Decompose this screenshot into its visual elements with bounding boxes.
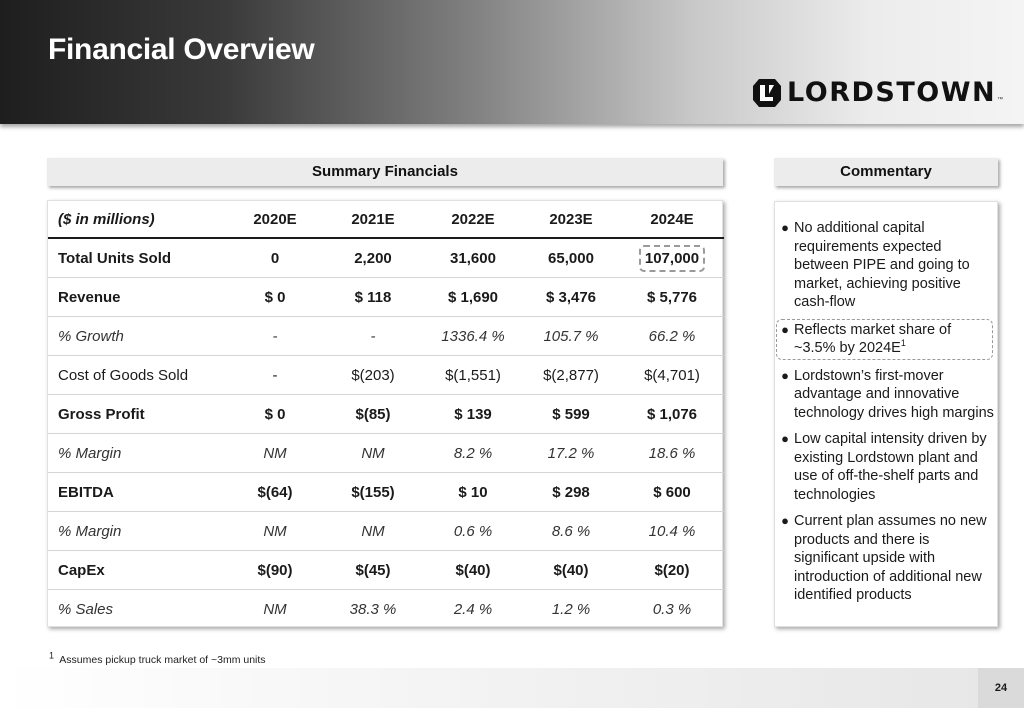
table-cell: $(1,551) (424, 356, 522, 395)
table-cell: 2,200 (322, 238, 424, 278)
table-cell: 66.2 % (620, 317, 724, 356)
bullet-text-wrap (793, 321, 992, 358)
table-cell: NM (263, 600, 287, 618)
financials-table (48, 201, 724, 628)
summary-financials-heading: Summary Financials (47, 158, 723, 186)
table-cell: 17.2 % (522, 434, 620, 473)
footnote (49, 650, 266, 666)
table-cell: 0 (228, 238, 322, 278)
commentary-list (777, 218, 995, 612)
row-label: % Margin (48, 512, 228, 551)
page-number: 24 (978, 668, 1024, 708)
table-cell-highlighted (620, 238, 724, 278)
row-label: Gross Profit (48, 395, 228, 434)
summary-financials-panel (47, 200, 723, 627)
table-cell: $(2,877) (522, 356, 620, 395)
bullet-text: No additional capital requirements expected between PIPE and going to market, achieving positive cash-flow (794, 220, 970, 310)
list-item (777, 366, 995, 424)
table-cell: 31,600 (424, 238, 522, 278)
table-cell: $(203) (322, 356, 424, 395)
table-cell: NM (228, 434, 322, 473)
footer-bar (0, 668, 1024, 708)
table-cell: 1.2 % (551, 600, 591, 618)
row-label: % Sales (58, 600, 114, 618)
table-cell: $(90) (228, 551, 322, 590)
commentary-heading: Commentary (774, 158, 998, 186)
table-cell: NM (322, 512, 424, 551)
row-label: % Growth (48, 317, 228, 356)
table-row (48, 473, 724, 512)
table-cell: $(40) (522, 551, 620, 590)
row-label: CapEx (48, 551, 228, 590)
footnote-ref: 1 (900, 338, 906, 349)
bullet-icon: ● (781, 431, 789, 446)
list-item (777, 511, 995, 606)
table-row (48, 395, 724, 434)
table-cell: $ 5,776 (620, 278, 724, 317)
column-header: 2022E (424, 201, 522, 238)
highlight-box: 107,000 (639, 245, 705, 272)
bullet-icon: ● (781, 220, 789, 235)
row-label: Revenue (48, 278, 228, 317)
table-cell: - (228, 356, 322, 395)
footnote-marker: 1 (49, 650, 55, 661)
table-cell: - (228, 317, 322, 356)
table-row (48, 317, 724, 356)
table-cell: $(64) (228, 473, 322, 512)
table-cell: $(40) (424, 551, 522, 590)
bullet-text: Current plan assumes no new products and there is significant upside with introduction of additional new identified products (794, 513, 987, 603)
table-cell: $(85) (322, 395, 424, 434)
column-header: 2021E (322, 201, 424, 238)
table-cell: $ 10 (424, 473, 522, 512)
row-label: Cost of Goods Sold (48, 356, 228, 395)
table-row (48, 590, 724, 629)
table-cell: - (322, 317, 424, 356)
lordstown-logo (752, 76, 1003, 110)
table-cell: 65,000 (522, 238, 620, 278)
table-cell: $ 118 (322, 278, 424, 317)
column-header: ($ in millions) (48, 201, 228, 238)
table-cell: 2.4 % (453, 600, 493, 618)
table-row (48, 356, 724, 395)
row-label: % Margin (48, 434, 228, 473)
table-row (48, 238, 724, 278)
table-row (48, 278, 724, 317)
table-header-row (48, 201, 724, 238)
column-header: 2020E (228, 201, 322, 238)
table-cell: $ 0 (228, 278, 322, 317)
table-cell: $ 600 (620, 473, 724, 512)
table-cell: $ 3,476 (522, 278, 620, 317)
table-cell: 8.2 % (424, 434, 522, 473)
table-cell: 0.3 % (652, 600, 692, 618)
table-cell: 18.6 % (620, 434, 724, 473)
table-cell: 0.6 % (424, 512, 522, 551)
table-cell: $(45) (322, 551, 424, 590)
page-title: Financial Overview (48, 33, 315, 66)
table-row (48, 434, 724, 473)
table-cell: $(4,701) (620, 356, 724, 395)
list-item (777, 218, 995, 313)
row-label: Total Units Sold (48, 238, 228, 278)
table-cell: NM (322, 434, 424, 473)
table-cell: 38.3 % (349, 600, 397, 618)
column-header: 2023E (522, 201, 620, 238)
bullet-icon: ● (781, 321, 789, 337)
footnote-text: Assumes pickup truck market of ~3mm units (59, 654, 266, 666)
lordstown-logo-icon (752, 78, 782, 108)
list-item-highlighted (776, 319, 993, 360)
list-item (777, 429, 995, 505)
logo-wordmark: LORDSTOWN (787, 77, 997, 108)
table-cell: 10.4 % (620, 512, 724, 551)
table-cell: 105.7 % (522, 317, 620, 356)
table-cell: $ 1,076 (620, 395, 724, 434)
commentary-panel (774, 201, 998, 627)
table-row (48, 551, 724, 590)
row-label: EBITDA (48, 473, 228, 512)
bullet-icon: ● (781, 367, 789, 383)
logo-trademark: ™ (997, 97, 1004, 103)
header-banner (0, 0, 1024, 124)
bullet-text: Lordstown’s first-mover advantage and innovative technology drives high margins (794, 367, 994, 421)
table-cell: 1336.4 % (424, 317, 522, 356)
table-cell: $ 1,690 (424, 278, 522, 317)
bullet-text: Low capital intensity driven by existing Lordstown plant and use of off-the-shelf parts and technologies (794, 431, 987, 503)
table-cell: $(155) (322, 473, 424, 512)
table-cell: 8.6 % (522, 512, 620, 551)
table-cell: $ 139 (424, 395, 522, 434)
table-cell: NM (228, 512, 322, 551)
table-cell: $ 599 (522, 395, 620, 434)
table-cell: $ 0 (228, 395, 322, 434)
column-header: 2024E (620, 201, 724, 238)
table-cell: $(20) (620, 551, 724, 590)
table-cell: $ 298 (522, 473, 620, 512)
bullet-icon: ● (781, 513, 789, 528)
bullet-text: Reflects market share of ~3.5% by 2024E (794, 321, 952, 356)
table-row (48, 512, 724, 551)
